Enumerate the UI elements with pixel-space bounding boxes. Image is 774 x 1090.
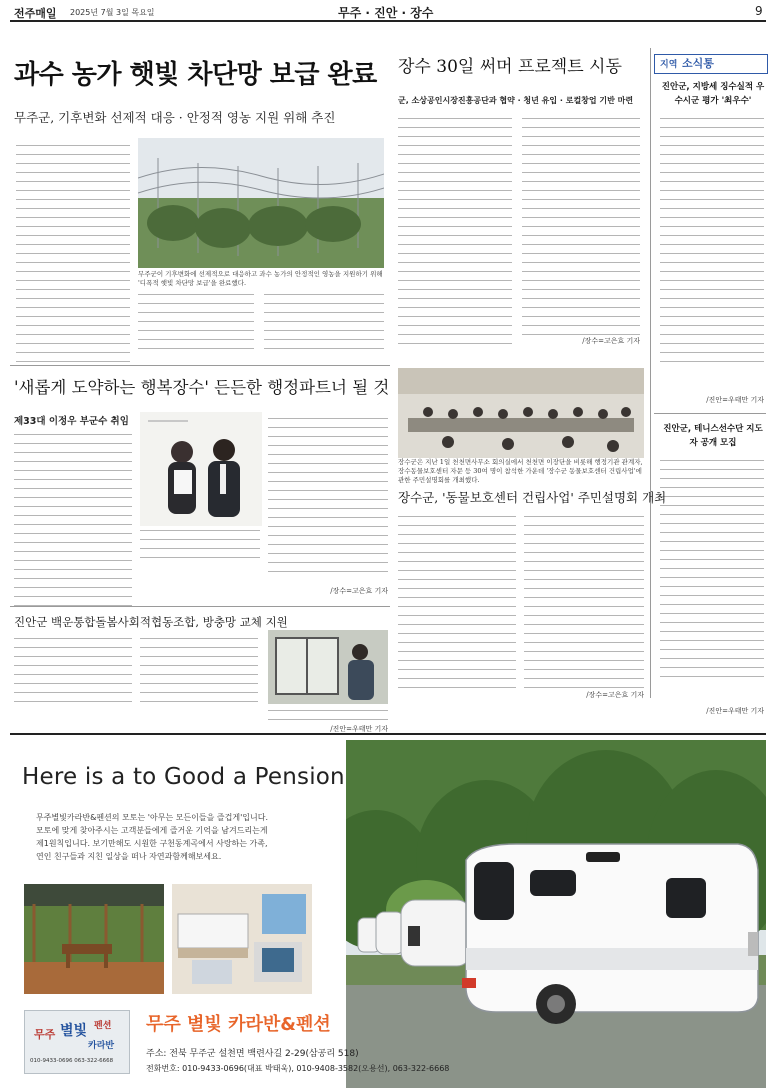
caravan-photo xyxy=(346,740,766,1088)
ad-slogan: Here is a to Good a Pension xyxy=(22,764,345,790)
jinan-body-col2 xyxy=(140,638,258,710)
shelter-body-col2 xyxy=(524,516,644,696)
deputy-governor-photo xyxy=(140,412,262,526)
ad-copy-2: 모토에 맞게 찾아주시는 고객분들에게 즐거운 기억을 남겨드리는게 xyxy=(36,826,268,835)
summer-body-col2 xyxy=(522,118,640,343)
summer-byline: /장수=고은효 기자 xyxy=(582,337,640,345)
partner-headline: '새롭게 도약하는 행복장수' 든든한 행정파트너 될 것 xyxy=(14,378,390,397)
partner-byline: /장수=고은효 기자 xyxy=(330,587,388,595)
shelter-headline: 장수군, '동물보호센터 건립사업' 주민설명회 개최 xyxy=(398,490,667,505)
sidebar-item1-byline: /진안=우태만 기자 xyxy=(706,396,764,404)
jinan-body-col1 xyxy=(14,638,132,710)
ad-phone: 전화번호: 010-9433-0696(대표 박태욱), 010-9408-3582(오용선), 063-322-6668 xyxy=(146,1064,450,1073)
orchard-net-photo xyxy=(138,138,384,268)
sidebar-item1-body xyxy=(660,118,764,370)
ad-top-rule xyxy=(10,733,766,735)
lead-body-col3 xyxy=(264,294,384,357)
ad-address: 주소: 전북 무주군 설천면 백련사길 2-29(삼공리 518) xyxy=(146,1049,359,1059)
section-title: 무주 · 진안 · 장수 xyxy=(338,6,434,20)
pension-sign-right: 펜션 xyxy=(94,1021,112,1031)
partner-top-rule xyxy=(10,365,390,366)
partner-body-col3 xyxy=(268,418,388,580)
pension-sign-phone: 010-9433-0696 063-322-6668 xyxy=(30,1058,114,1064)
sidebar-item2-body xyxy=(660,460,764,685)
sidebar-item1-title: 진안군, 지방세 징수실적 우수시군 평가 '최우수' xyxy=(661,82,765,106)
shelter-meeting-photo xyxy=(398,368,644,458)
summer-body-col1 xyxy=(398,118,512,352)
summer-headline: 장수 30일 써머 프로젝트 시동 xyxy=(398,57,622,77)
shelter-byline: /장수=고은효 기자 xyxy=(586,691,644,699)
sidebar-divider xyxy=(650,48,651,698)
sidebar-item-divider xyxy=(654,413,766,414)
paper-name: 전주매일 xyxy=(14,7,57,20)
lead-body-col2 xyxy=(138,294,254,357)
jinan-window-photo xyxy=(268,630,388,704)
summer-subhead: 군, 소상공인시장진흥공단과 협약 · 청년 유입 · 로컬창업 기반 마련 xyxy=(398,96,634,105)
pension-deck-photo xyxy=(24,884,164,994)
sidebar-item2-byline: /진안=우태만 기자 xyxy=(706,707,764,715)
shelter-photo-caption: 장수군은 지난 1일 천천면사무소 회의실에서 천천면 이장단을 비롯해 행정기관 관계자, 장수동물보호센터 자문 등 30여 명이 참석한 가운데 '장수군 동물보호센터 건립사업'에 관한 주민설명회를 개최했다. xyxy=(398,458,643,484)
pension-sign-sub: 카라반 xyxy=(88,1041,115,1051)
ad-copy-1: 무주별빛카라반&펜션의 모토는 '아무는 모든이들을 즐겁게'입니다. xyxy=(36,813,269,822)
jinan-headline: 진안군 백운통합돌봄사회적협동조합, 방충망 교체 지원 xyxy=(14,615,288,629)
sidebar-item2-title: 진안군, 테니스선수단 지도자 공개 모집 xyxy=(663,424,763,448)
partner-body-col2 xyxy=(140,530,260,566)
ad-business-name: 무주 별빛 카라반&펜션 xyxy=(146,1014,331,1035)
jinan-byline: /진안=우태만 기자 xyxy=(330,725,388,733)
partner-body-col1 xyxy=(14,434,132,614)
ad-copy-4: 연인 친구들과 지친 일상을 떠나 자연과함께해보세요. xyxy=(36,852,222,861)
shelter-body-col1 xyxy=(398,516,516,696)
lead-subhead: 무주군, 기후변화 선제적 대응 · 안정적 영농 지원 위해 추진 xyxy=(14,110,336,125)
jinan-top-rule xyxy=(10,606,390,607)
pension-sign-mid: 별빛 xyxy=(60,1023,88,1039)
sidebar-label-news: 소식통 xyxy=(682,57,714,70)
pension-sign-left: 무주 xyxy=(34,1028,56,1041)
lead-body-col1 xyxy=(16,145,130,370)
orchard-photo-caption: 무주군이 기후변화에 선제적으로 대응하고 과수 농가의 안정적인 영농을 지원하기 위해 '디폭적 햇빛 차단망 보급'을 완료했다. xyxy=(138,270,383,287)
lead-headline: 과수 농가 햇빛 차단망 보급 완료 xyxy=(14,60,377,90)
issue-date: 2025년 7월 3일 목요일 xyxy=(70,8,155,17)
partner-subhead: 제33대 이정우 부군수 취임 xyxy=(14,416,129,427)
ad-copy-3: 제1원칙입니다. 보기만해도 시원한 구천동계곡에서 사랑하는 가족, xyxy=(36,839,268,848)
sidebar-label-region: 지역 xyxy=(660,60,678,70)
header-rule xyxy=(10,20,766,22)
pension-room-photo xyxy=(172,884,312,994)
page-number: 9 xyxy=(755,4,763,18)
